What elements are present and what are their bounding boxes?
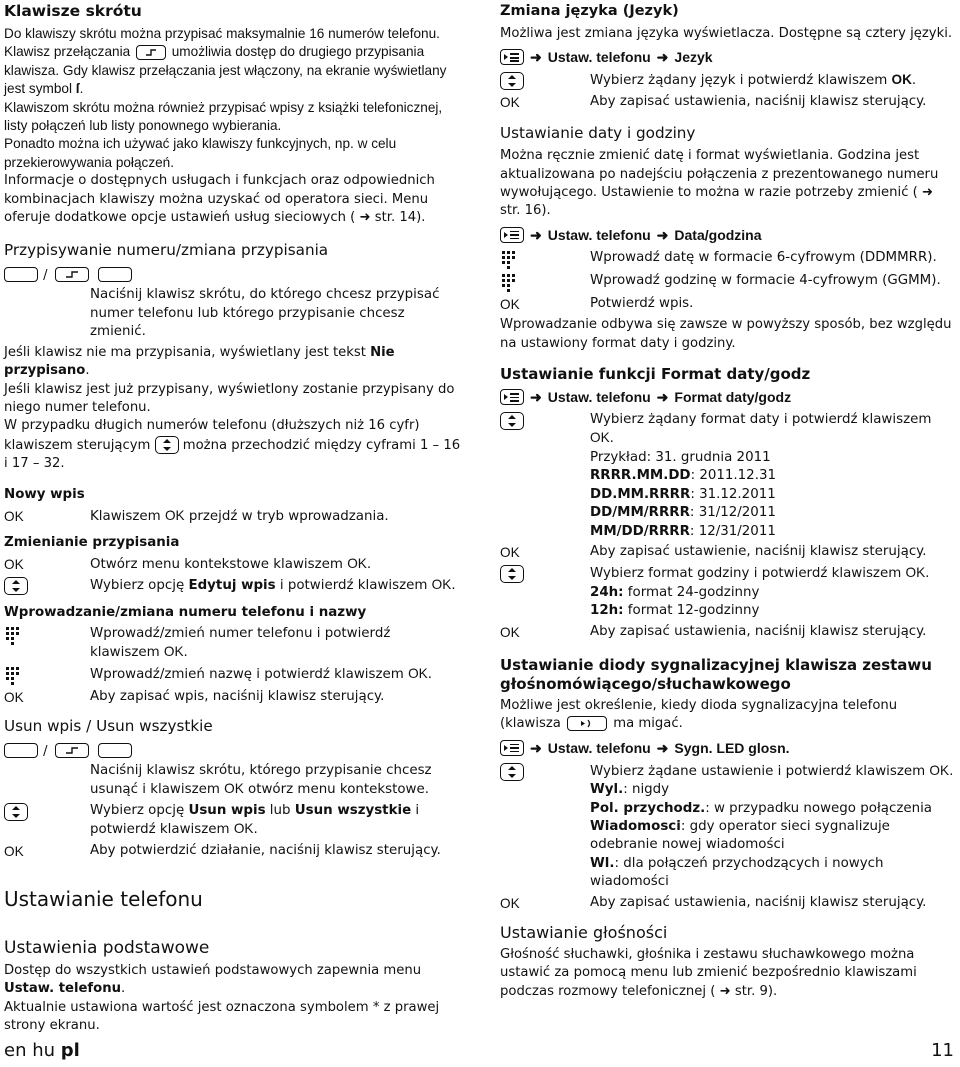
keypad-icon	[500, 250, 518, 270]
enter-heading: Wprowadzanie/zmiana numeru telefonu i nazwy	[4, 604, 367, 620]
option-value: : dla połączeń przychodzących i nowych wiadomości	[590, 855, 884, 890]
menu-key-icon	[500, 740, 524, 756]
enter-row-1	[4, 625, 462, 663]
basic-p1	[4, 962, 462, 999]
ok-key-label: OK	[500, 94, 520, 110]
arrow-icon: ➜	[530, 226, 542, 243]
option-value: : nigdy	[623, 782, 670, 798]
led-row-1	[500, 762, 956, 892]
arrow-icon: ➜	[656, 226, 669, 243]
format-row-2	[500, 543, 956, 562]
intro-ref-4: str. 14).	[374, 210, 426, 226]
ok-inline: OK	[347, 555, 367, 571]
delete-r2e: i potwierdź klawiszem	[90, 802, 420, 838]
intro-paragraph-1	[4, 25, 462, 99]
format-r3c: .	[925, 566, 930, 582]
ok-key-label: OK	[500, 624, 520, 640]
ok-key-label: OK	[500, 895, 520, 911]
delete-keys	[4, 740, 462, 760]
change-r2c: i potwierdź klawiszem	[275, 578, 432, 594]
delete-r2c: lub	[265, 802, 295, 818]
led-intro-a: Możliwe jest określenie, kiedy dioda sygnalizacyjna telefonu (klawisza	[500, 697, 898, 732]
option-key: Wiadomosci	[590, 818, 681, 834]
language-row-1	[500, 71, 956, 90]
arrow-icon: ➜	[530, 389, 542, 406]
menu-key-icon	[500, 389, 524, 405]
slash: /	[43, 743, 48, 759]
led-menu-path	[500, 738, 956, 758]
enter-r2c: .	[427, 666, 432, 682]
assign-p3	[4, 417, 462, 473]
enter-r3: Aby zapisać wpis, naciśnij klawisz sterujący.	[90, 688, 385, 704]
nav-key-icon	[4, 577, 28, 595]
datetime-note: Wprowadzanie odbywa się zawsze w powyższy sposób, bez względu na ustawiony format daty i godziny.	[500, 317, 952, 351]
shift-key-icon	[55, 267, 89, 282]
shift-symbol-icon: ſ	[75, 81, 80, 97]
assign-p3a: W przypadku długich numerów telefonu (dłuższych niż 16 cyfr) klawiszem sterującym	[4, 418, 420, 453]
nav-key-icon	[500, 763, 524, 781]
change-row-2	[4, 576, 462, 595]
format-key: DD.MM.RRRR	[590, 486, 691, 502]
ok-key-label: OK	[4, 508, 24, 524]
arrow-icon: ➜	[656, 739, 669, 756]
datetime-heading: Ustawianie daty i godziny	[500, 124, 696, 143]
assign-instruction-text: Naciśnij klawisz skrótu, do którego chcesz przypisać numer telefonu lub którego przypisanie chcesz zmienić.	[90, 287, 440, 340]
enter-r1c: .	[183, 645, 188, 661]
arrow-icon: ➜	[921, 185, 934, 201]
menu-path-item: Ustaw. telefonu	[547, 739, 651, 756]
datetime-menu-path	[500, 225, 956, 245]
format-row-1	[500, 411, 956, 541]
language-menu-path	[500, 47, 956, 67]
delete-row-3	[4, 842, 462, 861]
menu-name: Ustaw. telefonu	[4, 981, 121, 997]
datetime-r3: Potwierdź wpis.	[590, 295, 694, 311]
led-r1a: Wybierz żądane ustawienie i potwierdź klawiszem	[590, 763, 930, 779]
nav-key-icon	[500, 412, 524, 430]
time-format-24	[590, 584, 956, 602]
keypad-icon	[4, 666, 22, 686]
ok-inline: OK	[929, 762, 950, 778]
menu-path-item: Ustaw. telefonu	[547, 49, 651, 66]
option-key: Wl.	[590, 855, 615, 871]
keypad-icon	[500, 273, 518, 293]
footer-current-lang: pl	[60, 1040, 80, 1061]
nav-key-icon	[155, 436, 179, 454]
delete-heading: Usun wpis / Usun wszystkie	[4, 716, 213, 735]
option-key: Wyl.	[590, 782, 624, 798]
enter-r1a: Wprowadź/zmień numer telefonu i potwierdź klawiszem	[90, 625, 391, 661]
intro-paragraph-4	[4, 172, 462, 227]
led-r1c: .	[949, 763, 954, 779]
page-number: 11	[931, 1040, 954, 1061]
ok-inline: OK	[224, 781, 244, 797]
delete-r1c: otwórz menu kontekstowe.	[243, 782, 429, 798]
ok-inline: OK	[891, 72, 912, 88]
delete-r2a: Wybierz opcję	[90, 802, 189, 818]
time-format-12	[590, 602, 956, 620]
basic-settings-heading: Ustawienia podstawowe	[4, 938, 210, 958]
format-key: RRRR.MM.DD	[590, 468, 691, 484]
right-column	[500, 0, 956, 1001]
shift-key-icon	[55, 743, 89, 758]
language-heading: Zmiana języka (Jezyk)	[500, 3, 679, 19]
delete-row-1	[4, 762, 462, 800]
datetime-r1: Wprowadź datę w formacie 6-cyfrowym (DDMMRR).	[590, 249, 937, 265]
assign-keys	[4, 264, 462, 284]
basic-p1c: .	[121, 981, 126, 997]
format-value: : 31/12/2011	[689, 505, 776, 521]
led-option	[590, 781, 956, 799]
format-value: : 2011.12.31	[690, 468, 776, 484]
datetime-intro-text: Można ręcznie zmienić datę i format wyświetlania. Godzina jest aktualizowana po nadejściu połączenia z prezentowanego numeru wywołującego. Ustawienie to można w razie potrzeby zmienić (	[500, 148, 939, 201]
delete-r3: Aby potwierdzić działanie, naciśnij klawisz sterujący.	[90, 842, 441, 858]
shortcut-key-icon	[98, 267, 132, 282]
left-column	[4, 0, 462, 1036]
format-r1a: Wybierz żądany format daty i potwierdź klawiszem	[590, 412, 932, 428]
language-r2: Aby zapisać ustawienia, naciśnij klawisz sterujący.	[590, 93, 927, 109]
shortcut-key-icon	[4, 267, 38, 282]
new-entry-row	[4, 507, 462, 526]
delete-r2g: .	[253, 822, 258, 838]
language-r1a: Wybierz żądany język i potwierdź klawiszem	[590, 73, 892, 89]
arrow-icon: ➜	[530, 739, 542, 756]
basic-p1a: Dostęp do wszystkich ustawień podstawowych zapewnia menu	[4, 963, 422, 978]
assign-p1a: Jeśli klawisz nie ma przypisania, wyświetlany jest tekst	[4, 344, 371, 360]
format-option	[590, 467, 956, 485]
format-r1c: .	[609, 431, 614, 447]
volume-text	[500, 946, 956, 1001]
volume-body: Głośność słuchawki, głośnika i zestawu słuchawkowego można ustawić za pomocą menu lub zmienić bezpośrednio klawiszami podczas rozmowy telefonicznej (	[500, 947, 917, 999]
intro-text-4: Informacje o dostępnych usługach i funkcjach oraz odpowiednich kombinacjach klawiszy można uzyskać od operatora sieci. Menu oferuje dodatkowe opcje ustawień usług sieciowych (	[4, 173, 435, 226]
format-key: 12h:	[590, 603, 624, 619]
change-heading: Zmienianie przypisania	[4, 534, 180, 550]
intro-text-1a: Do klawiszy skrótu można przypisać maksymalnie 16 numerów telefonu. Klawisz przełączania	[4, 26, 440, 60]
slash: /	[43, 268, 48, 284]
datetime-row-1	[500, 249, 956, 270]
led-option	[590, 818, 956, 855]
ok-inline: OK	[163, 644, 184, 660]
nav-key-icon	[4, 803, 28, 821]
assign-p1	[4, 344, 462, 381]
format-row-3	[500, 564, 956, 620]
format-r2: Aby zapisać ustawienie, naciśnij klawisz sterujący.	[590, 543, 927, 559]
intro-paragraph-2: Klawiszom skrótu można również przypisać wpisy z książki telefonicznej, listy połączeń lub listy ponownego wybierania.	[4, 99, 443, 134]
shortcut-key-icon	[98, 743, 132, 758]
change-r1a: Otwórz menu kontekstowe klawiszem	[90, 556, 348, 572]
ok-key-label: OK	[4, 843, 24, 859]
volume-heading: Ustawianie głośności	[500, 923, 668, 942]
format-option	[590, 486, 956, 504]
shortcut-keys-title: Klawisze skrótu	[4, 2, 142, 20]
ok-key-label: OK	[4, 556, 24, 572]
format-value: format 12-godzinny	[623, 603, 760, 619]
not-assigned-text: Nie przypisano	[4, 344, 395, 379]
format-row-4	[500, 623, 956, 642]
assign-heading: Przypisywanie numeru/zmiana przypisania	[4, 241, 329, 260]
led-heading: Ustawianie diody sygnalizacyjnej klawisza zestawu głośnomówiącego/słuchawkowego	[500, 655, 932, 693]
assign-instruction	[4, 286, 462, 341]
enter-row-3	[4, 688, 462, 707]
ok-inline: OK	[590, 430, 610, 446]
format-key: MM/DD/RRRR	[590, 523, 690, 539]
edit-entry-option: Edytuj wpis	[188, 578, 276, 594]
language-intro: Możliwa jest zmiana języka wyświetlacza. Dostępne są cztery języki.	[500, 26, 953, 41]
arrow-icon: ➜	[359, 210, 371, 226]
footer-languages	[4, 1040, 80, 1061]
nav-key-icon	[500, 565, 524, 583]
language-r1c: .	[911, 73, 917, 89]
format-heading: Ustawianie funkcji Format daty/godz	[500, 365, 811, 384]
arrow-icon: ➜	[530, 49, 542, 66]
led-row-2	[500, 894, 956, 913]
arrow-icon: ➜	[719, 983, 731, 999]
handsfree-key-icon	[567, 716, 607, 731]
assign-p2: Jeśli klawisz jest już przypisany, wyświetlony zostanie przypisany do niego numer telefonu.	[4, 381, 455, 415]
nav-key-icon	[500, 72, 524, 90]
format-r3a: Wybierz format godziny i potwierdź klawiszem	[590, 566, 906, 582]
ok-inline: OK	[431, 577, 452, 593]
assign-p3b: można przechodzić między cyframi 1 – 16 i 17 – 32.	[4, 437, 461, 472]
ok-key-label: OK	[500, 544, 520, 560]
menu-path-item: Ustaw. telefonu	[547, 389, 651, 406]
basic-p2: Aktualnie ustawiona wartość jest oznaczona symbolem * z prawej strony ekranu.	[4, 999, 440, 1034]
format-menu-path	[500, 387, 956, 407]
datetime-ref: str. 16).	[500, 203, 551, 219]
format-r4: Aby zapisać ustawienia, naciśnij klawisz sterujący.	[590, 623, 927, 639]
led-option	[590, 855, 956, 892]
format-option	[590, 523, 956, 541]
menu-path-item: Format daty/godz	[674, 389, 792, 406]
led-option	[590, 800, 956, 818]
new-entry-t3: przejdź w tryb wprowadzania.	[184, 508, 389, 524]
led-intro-b: ma migać.	[613, 716, 683, 732]
delete-entry-option: Usun wpis	[188, 802, 266, 818]
arrow-icon: ➜	[656, 389, 669, 406]
menu-path-item: Data/godzina	[674, 226, 762, 243]
delete-all-option: Usun wszystkie	[294, 802, 412, 818]
keypad-icon	[4, 626, 22, 646]
shift-key-icon	[136, 45, 166, 60]
enter-r2a: Wprowadź/zmień nazwę i potwierdź klawiszem	[90, 666, 409, 682]
ok-inline: OK	[233, 821, 254, 837]
option-value: : gdy operator sieci sygnalizuje odebranie nowej wiadomości	[590, 818, 890, 853]
phone-settings-title: Ustawianie telefonu	[4, 887, 203, 911]
change-r2e: .	[451, 578, 456, 594]
ok-key-label: OK	[4, 689, 24, 705]
volume-ref: str. 9).	[734, 983, 778, 999]
menu-path-item: Ustaw. telefonu	[547, 226, 651, 243]
intro-text-1b: umożliwia dostęp do drugiego przypisania klawisza. Gdy klawisz przełączania jest włączony, na ekranie wyświetlany jest symbol	[4, 44, 447, 97]
assign-p1c: .	[85, 363, 90, 379]
delete-row-2	[4, 802, 462, 840]
intro-text-1c: .	[79, 81, 84, 97]
led-intro	[500, 697, 956, 734]
shortcut-key-icon	[4, 743, 38, 758]
format-example: Przykład: 31. grudnia 2011	[590, 449, 771, 465]
delete-r1a: Naciśnij klawisz skrótu, którego przypisanie chcesz usunąć i klawiszem	[90, 762, 432, 798]
enter-row-2	[4, 665, 462, 686]
language-row-2	[500, 93, 956, 112]
datetime-row-2	[500, 272, 956, 293]
format-key: DD/MM/RRRR	[590, 505, 690, 521]
led-r2: Aby zapisać ustawienia, naciśnij klawisz sterujący.	[590, 894, 927, 910]
format-value: : 12/31/2011	[689, 523, 776, 539]
option-value: : w przypadku nowego połączenia	[705, 800, 932, 816]
datetime-intro	[500, 147, 956, 221]
menu-key-icon	[500, 49, 524, 65]
datetime-r2: Wprowadź godzinę w formacie 4-cyfrowym (GGMM).	[590, 272, 941, 288]
change-row-1	[4, 555, 462, 574]
new-entry-t1: Klawiszem	[90, 508, 165, 524]
intro-paragraph-3: Ponadto można ich używać jako klawiszy funkcyjnych, np. w celu przekierowywania połączeń.	[4, 136, 397, 170]
ok-inline: OK	[905, 565, 926, 581]
ok-inline: OK	[164, 507, 185, 523]
format-value: : 31.12.2011	[690, 486, 776, 502]
footer-langs: en hu	[4, 1040, 61, 1061]
ok-inline: OK	[408, 665, 428, 681]
change-r2a: Wybierz opcję	[90, 578, 189, 594]
datetime-row-3	[500, 295, 956, 314]
format-value: format 24-godzinny	[623, 584, 760, 600]
arrow-icon: ➜	[656, 49, 669, 66]
option-key: Pol. przychodz.	[590, 800, 706, 816]
menu-path-item: Sygn. LED glosn.	[674, 739, 790, 756]
menu-key-icon	[500, 227, 524, 243]
format-key: 24h:	[590, 584, 624, 600]
menu-path-item: Jezyk	[674, 49, 713, 66]
change-r1c: .	[366, 556, 372, 572]
format-option	[590, 504, 956, 522]
ok-key-label: OK	[500, 296, 520, 312]
new-entry-heading: Nowy wpis	[4, 486, 85, 502]
